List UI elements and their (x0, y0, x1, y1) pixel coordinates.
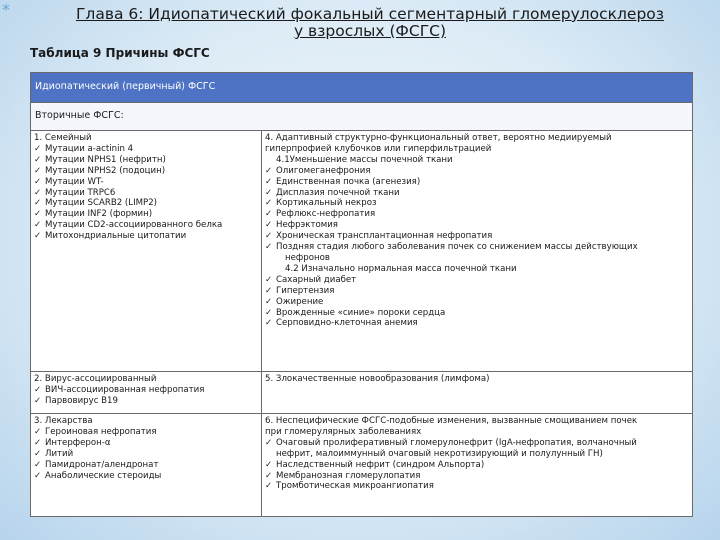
check-icon: ✓ (34, 187, 42, 198)
check-icon: ✓ (34, 470, 42, 481)
list-item-label: Гипертензия (276, 285, 335, 296)
check-icon: ✓ (34, 426, 42, 437)
list-item (34, 427, 258, 438)
list-item (265, 177, 689, 188)
check-icon: ✓ (34, 198, 42, 209)
check-icon: ✓ (34, 231, 42, 242)
list-item (265, 242, 689, 253)
list-item (265, 318, 689, 329)
table-caption: Таблица 9 Причины ФСГС (30, 46, 210, 60)
virus-list (34, 385, 258, 407)
list-item-label: Мутации CD2-ассоциированного белка (45, 220, 223, 231)
check-icon: ✓ (265, 231, 273, 242)
cell-virus (31, 372, 262, 414)
list-item-label: Митохондриальные цитопатии (45, 231, 187, 242)
adaptive-title-line-1: 4. Адаптивный структурно-функциональный ответ, вероятно медиируемый (265, 133, 612, 143)
list-item (34, 438, 258, 449)
check-icon: ✓ (265, 274, 273, 285)
nephrons-continuation: нефронов (285, 252, 330, 263)
check-icon: ✓ (265, 285, 273, 296)
list-item (34, 177, 258, 188)
list-item-label: Очаговый пролиферативный гломерулонефрит (IgA-нефропатия, волчаночный (276, 437, 637, 448)
cell-malignancy (262, 372, 693, 414)
list-item-label: Олигомеганефрония (276, 165, 371, 176)
list-item (265, 166, 689, 177)
page-title (40, 6, 700, 40)
cell-adaptive (262, 131, 693, 372)
list-item (265, 297, 689, 308)
check-icon: ✓ (34, 209, 42, 220)
check-icon: ✓ (265, 470, 273, 481)
list-item (265, 308, 689, 319)
list-item-label: Литий (45, 448, 74, 459)
malignancy-text: 5. Злокачественные новообразования (лимфома) (265, 374, 490, 384)
list-item (265, 286, 689, 297)
list-item (265, 275, 689, 286)
check-icon: ✓ (265, 198, 273, 209)
check-icon: ✓ (34, 437, 42, 448)
list-item-label: Мутации WT- (45, 176, 104, 187)
table-subheader-row (31, 103, 693, 131)
list-item (34, 155, 258, 166)
nonspecific-title-line-1: 6. Неспецифические ФСГС-подобные изменения, вызванные смощиванием почек (265, 416, 638, 426)
header-secondary-fsgs: Вторичные ФСГС: (31, 103, 693, 131)
title-line-1: Глава 6: Идиопатический фокальный сегментарный гломерулосклероз (75, 5, 665, 23)
list-item-label: Рефлюкс-нефропатия (276, 209, 376, 220)
list-item-label: Мутации NPHS1 (нефритн) (45, 154, 166, 165)
list-item (265, 188, 689, 199)
table-row (31, 372, 693, 414)
list-item-label: Врожденные «синие» пороки сердца (276, 307, 446, 318)
table-header-row (31, 73, 693, 103)
check-icon: ✓ (265, 176, 273, 187)
list-item (34, 231, 258, 242)
adaptive-subheading-1: 4.1Уменьшение массы почечной ткани (276, 154, 453, 165)
check-icon: ✓ (265, 187, 273, 198)
cell-nonspecific (262, 414, 693, 517)
list-item (34, 188, 258, 199)
list-item-label: Дисплазия почечной ткани (276, 187, 400, 198)
check-icon: ✓ (34, 154, 42, 165)
drugs-list (34, 427, 258, 482)
drugs-title: 3. Лекарства (34, 416, 93, 426)
check-icon: ✓ (34, 176, 42, 187)
list-item-label: Мутации a-actinin 4 (45, 143, 134, 154)
normal-mass-list (265, 275, 689, 330)
list-item-label: Серповидно-клеточная анемия (276, 318, 418, 329)
list-item-label: Нефрэктомия (276, 220, 338, 231)
list-item-label: Мембранозная гломерулопатия (276, 470, 421, 481)
list-item-label: Ожирение (276, 296, 324, 307)
list-item (265, 471, 689, 482)
check-icon: ✓ (265, 242, 273, 253)
check-icon: ✓ (34, 143, 42, 154)
list-item-label: Анаболические стероиды (45, 470, 162, 481)
check-icon: ✓ (34, 165, 42, 176)
familial-list (34, 144, 258, 242)
table-row (31, 414, 693, 517)
check-icon: ✓ (34, 384, 42, 395)
check-icon: ✓ (265, 437, 273, 448)
cell-drugs (31, 414, 262, 517)
list-item (265, 220, 689, 231)
list-item-label: Тромботическая микроангиопатия (276, 481, 434, 492)
check-icon: ✓ (265, 459, 273, 470)
check-icon: ✓ (34, 395, 42, 406)
check-icon: ✓ (265, 307, 273, 318)
list-item-label: Интерферон-α (45, 437, 111, 448)
list-item (34, 396, 258, 407)
check-icon: ✓ (34, 448, 42, 459)
virus-title: 2. Вирус-ассоциированный (34, 374, 157, 384)
list-item-label: Мутации SCARB2 (LIMP2) (45, 198, 158, 209)
adaptive-subheading-2: 4.2 Изначально нормальная масса почечной ткани (285, 263, 517, 274)
list-item-label: Парвовирус B19 (45, 395, 118, 406)
list-item-label: Хроническая трансплантационная нефропатия (276, 231, 493, 242)
cell-familial (31, 131, 262, 372)
list-item-label: Поздняя стадия любого заболевания почек со снижением массы действующих (276, 242, 638, 253)
list-item-label: Мутации NPHS2 (подоцин) (45, 165, 166, 176)
list-item (34, 166, 258, 177)
list-item (34, 460, 258, 471)
list-item-label: Наследственный нефрит (синдром Альпорта) (276, 459, 485, 470)
list-item (265, 481, 689, 492)
adaptive-title-line-2: гиперпрофией клубочков или гиперфильтрацией (265, 143, 492, 154)
list-item-label: Сахарный диабет (276, 274, 357, 285)
list-item (265, 438, 689, 449)
causes-table (30, 72, 693, 517)
list-item (34, 449, 258, 460)
list-item-label: ВИЧ-ассоциированная нефропатия (45, 384, 205, 395)
nonspecific-title-line-2: при гломерулярных заболеваниях (265, 426, 422, 437)
check-icon: ✓ (265, 209, 273, 220)
familial-title: 1. Семейный (34, 133, 92, 143)
list-item (34, 385, 258, 396)
list-item (265, 198, 689, 209)
corner-ornament: * (2, 0, 10, 19)
check-icon: ✓ (265, 296, 273, 307)
list-item (265, 209, 689, 220)
table-row (31, 131, 693, 372)
list-item-label: Кортикальный некроз (276, 198, 377, 209)
header-primary-fsgs: Идиопатический (первичный) ФСГС (31, 73, 693, 103)
check-icon: ✓ (265, 318, 273, 329)
list-item (34, 471, 258, 482)
list-item (34, 198, 258, 209)
list-item-label: Памидронат/алендронат (45, 459, 159, 470)
list-item (265, 460, 689, 471)
list-item (265, 231, 689, 242)
list-item-continuation: нефрит, малоиммунный очаговый некротизирующий и полулунный ГН) (276, 448, 603, 459)
nonspecific-list (265, 460, 689, 493)
title-line-2: у взрослых (ФСГС) (293, 22, 447, 40)
check-icon: ✓ (265, 220, 273, 231)
check-icon: ✓ (34, 459, 42, 470)
list-item (34, 220, 258, 231)
list-item-label: Единственная почка (агенезия) (276, 176, 421, 187)
list-item (34, 209, 258, 220)
reduced-mass-list (265, 166, 689, 253)
list-item (34, 144, 258, 155)
list-item-label: Мутации TRPC6 (45, 187, 116, 198)
list-item-label: Мутации INF2 (формин) (45, 209, 153, 220)
check-icon: ✓ (34, 220, 42, 231)
check-icon: ✓ (265, 481, 273, 492)
check-icon: ✓ (265, 165, 273, 176)
list-item-label: Героиновая нефропатия (45, 426, 157, 437)
